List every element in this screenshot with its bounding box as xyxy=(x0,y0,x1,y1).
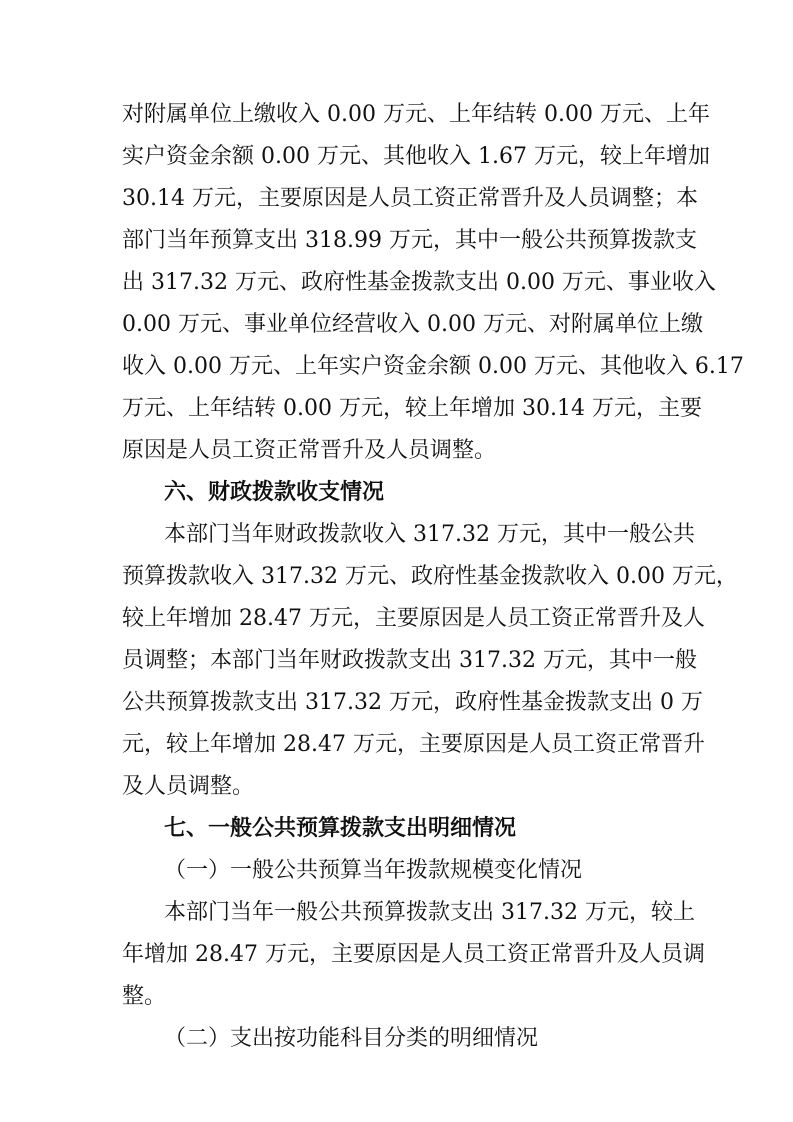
paragraph-line: 及人员调整。 xyxy=(122,774,255,799)
paragraph-line: 对附属单位上缴收入 0.00 万元、上年结转 0.00 万元、上年 xyxy=(122,102,710,127)
paragraph-line: 预算拨款收入 317.32 万元、政府性基金拨款收入 0.00 万元， xyxy=(122,564,738,589)
paragraph-line: 0.00 万元、事业单位经营收入 0.00 万元、对附属单位上缴 xyxy=(122,312,703,337)
paragraph-line: 较上年增加 28.47 万元，主要原因是人员工资正常晋升及人 xyxy=(122,606,705,631)
subsection-heading: （一）一般公共预算当年拨款规模变化情况 xyxy=(164,858,583,883)
paragraph-line: 出 317.32 万元、政府性基金拨款支出 0.00 万元、事业收入 xyxy=(122,270,716,295)
section-heading: 六、财政拨款收支情况 xyxy=(164,480,385,505)
paragraph-line: 万元、上年结转 0.00 万元，较上年增加 30.14 万元，主要 xyxy=(122,396,702,421)
paragraph-line: 整。 xyxy=(122,984,167,1009)
paragraph-line: 实户资金余额 0.00 万元、其他收入 1.67 万元，较上年增加 xyxy=(122,144,710,169)
paragraph-line: 年增加 28.47 万元，主要原因是人员工资正常晋升及人员调 xyxy=(122,942,705,967)
paragraph-line: 本部门当年财政拨款收入 317.32 万元，其中一般公共 xyxy=(164,522,695,547)
paragraph-line: 部门当年预算支出 318.99 万元，其中一般公共预算拨款支 xyxy=(122,228,697,253)
subsection-heading: （二）支出按功能科目分类的明细情况 xyxy=(164,1026,539,1051)
section-heading: 七、一般公共预算拨款支出明细情况 xyxy=(164,816,517,841)
paragraph-line: 元，较上年增加 28.47 万元，主要原因是人员工资正常晋升 xyxy=(122,732,705,757)
paragraph-line: 收入 0.00 万元、上年实户资金余额 0.00 万元、其他收入 6.17 xyxy=(122,354,744,379)
paragraph-line: 原因是人员工资正常晋升及人员调整。 xyxy=(122,438,497,463)
paragraph-line: 公共预算拨款支出 317.32 万元，政府性基金拨款支出 0 万 xyxy=(122,690,703,715)
paragraph-line: 30.14 万元，主要原因是人员工资正常晋升及人员调整；本 xyxy=(122,186,698,211)
paragraph-line: 本部门当年一般公共预算拨款支出 317.32 万元，较上 xyxy=(164,900,695,925)
paragraph-line: 员调整；本部门当年财政拨款支出 317.32 万元，其中一般 xyxy=(122,648,697,673)
